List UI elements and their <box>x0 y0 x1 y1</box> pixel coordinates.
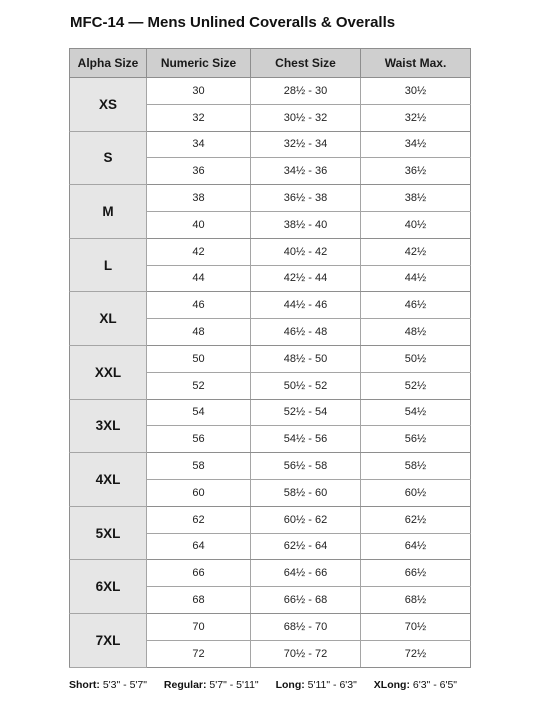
chest-size-cell: 68½ - 70 <box>251 613 361 640</box>
table-header-row <box>70 49 471 78</box>
alpha-size-cell: M <box>70 185 147 239</box>
header-alpha-size: Alpha Size <box>70 49 147 78</box>
waist-max-cell: 72½ <box>361 640 471 667</box>
alpha-size-cell: 3XL <box>70 399 147 453</box>
chest-size-cell: 50½ - 52 <box>251 372 361 399</box>
waist-max-cell: 38½ <box>361 185 471 212</box>
numeric-size-cell: 50 <box>147 345 251 372</box>
numeric-size-cell: 38 <box>147 185 251 212</box>
numeric-size-cell: 36 <box>147 158 251 185</box>
numeric-size-cell: 56 <box>147 426 251 453</box>
table-row <box>70 292 471 319</box>
chest-size-cell: 44½ - 46 <box>251 292 361 319</box>
numeric-size-cell: 62 <box>147 506 251 533</box>
chest-size-cell: 34½ - 36 <box>251 158 361 185</box>
chest-size-cell: 54½ - 56 <box>251 426 361 453</box>
table-row <box>70 238 471 265</box>
alpha-size-cell: 4XL <box>70 453 147 507</box>
waist-max-cell: 36½ <box>361 158 471 185</box>
chest-size-cell: 40½ - 42 <box>251 238 361 265</box>
legend-value: 6'3" - 6'5" <box>409 679 458 691</box>
legend-label: XLong: <box>373 679 410 691</box>
legend-long <box>276 679 357 691</box>
numeric-size-cell: 30 <box>147 78 251 105</box>
legend-regular <box>164 679 259 691</box>
waist-max-cell: 46½ <box>361 292 471 319</box>
header-chest-size: Chest Size <box>251 49 361 78</box>
alpha-size-cell: XXL <box>70 345 147 399</box>
numeric-size-cell: 66 <box>147 560 251 587</box>
chest-size-cell: 30½ - 32 <box>251 104 361 131</box>
table-row <box>70 399 471 426</box>
alpha-size-cell: XL <box>70 292 147 346</box>
legend-label: Short: <box>69 679 100 691</box>
alpha-size-cell: XS <box>70 78 147 132</box>
waist-max-cell: 60½ <box>361 479 471 506</box>
chest-size-cell: 58½ - 60 <box>251 479 361 506</box>
waist-max-cell: 64½ <box>361 533 471 560</box>
alpha-size-cell: 6XL <box>70 560 147 614</box>
chest-size-cell: 56½ - 58 <box>251 453 361 480</box>
numeric-size-cell: 32 <box>147 104 251 131</box>
table-row <box>70 185 471 212</box>
table-row <box>70 453 471 480</box>
waist-max-cell: 48½ <box>361 319 471 346</box>
chest-size-cell: 66½ - 68 <box>251 587 361 614</box>
numeric-size-cell: 46 <box>147 292 251 319</box>
waist-max-cell: 52½ <box>361 372 471 399</box>
numeric-size-cell: 42 <box>147 238 251 265</box>
alpha-size-cell: 7XL <box>70 613 147 667</box>
numeric-size-cell: 72 <box>147 640 251 667</box>
alpha-size-cell: L <box>70 238 147 292</box>
numeric-size-cell: 54 <box>147 399 251 426</box>
chest-size-cell: 64½ - 66 <box>251 560 361 587</box>
chest-size-cell: 28½ - 30 <box>251 78 361 105</box>
waist-max-cell: 50½ <box>361 345 471 372</box>
waist-max-cell: 30½ <box>361 78 471 105</box>
table-row <box>70 345 471 372</box>
waist-max-cell: 66½ <box>361 560 471 587</box>
chest-size-cell: 60½ - 62 <box>251 506 361 533</box>
waist-max-cell: 32½ <box>361 104 471 131</box>
waist-max-cell: 34½ <box>361 131 471 158</box>
numeric-size-cell: 64 <box>147 533 251 560</box>
waist-max-cell: 42½ <box>361 238 471 265</box>
waist-max-cell: 56½ <box>361 426 471 453</box>
numeric-size-cell: 44 <box>147 265 251 292</box>
legend-value: 5'7" - 5'11" <box>206 679 259 691</box>
waist-max-cell: 58½ <box>361 453 471 480</box>
table-row <box>70 78 471 105</box>
legend-value: 5'3" - 5'7" <box>99 679 147 691</box>
table-row <box>70 560 471 587</box>
legend-label: Regular: <box>163 679 207 691</box>
size-chart-table <box>69 48 471 668</box>
waist-max-cell: 70½ <box>361 613 471 640</box>
numeric-size-cell: 68 <box>147 587 251 614</box>
waist-max-cell: 40½ <box>361 211 471 238</box>
waist-max-cell: 68½ <box>361 587 471 614</box>
waist-max-cell: 54½ <box>361 399 471 426</box>
legend-xlong <box>374 679 457 691</box>
numeric-size-cell: 52 <box>147 372 251 399</box>
alpha-size-cell: 5XL <box>70 506 147 560</box>
chest-size-cell: 36½ - 38 <box>251 185 361 212</box>
numeric-size-cell: 58 <box>147 453 251 480</box>
chest-size-cell: 48½ - 50 <box>251 345 361 372</box>
numeric-size-cell: 40 <box>147 211 251 238</box>
header-waist-max: Waist Max. <box>361 49 471 78</box>
chest-size-cell: 52½ - 54 <box>251 399 361 426</box>
chest-size-cell: 62½ - 64 <box>251 533 361 560</box>
length-legend <box>69 679 509 691</box>
numeric-size-cell: 48 <box>147 319 251 346</box>
numeric-size-cell: 70 <box>147 613 251 640</box>
numeric-size-cell: 60 <box>147 479 251 506</box>
legend-value: 5'11" - 6'3" <box>304 679 357 691</box>
header-numeric-size: Numeric Size <box>147 49 251 78</box>
waist-max-cell: 44½ <box>361 265 471 292</box>
chest-size-cell: 32½ - 34 <box>251 131 361 158</box>
waist-max-cell: 62½ <box>361 506 471 533</box>
chest-size-cell: 38½ - 40 <box>251 211 361 238</box>
chest-size-cell: 46½ - 48 <box>251 319 361 346</box>
table-row <box>70 506 471 533</box>
alpha-size-cell: S <box>70 131 147 185</box>
chest-size-cell: 70½ - 72 <box>251 640 361 667</box>
table-row <box>70 613 471 640</box>
page-title: MFC-14 — Mens Unlined Coveralls & Overalls <box>70 14 396 31</box>
size-table-body <box>70 78 471 668</box>
table-row <box>70 131 471 158</box>
legend-short <box>69 679 147 691</box>
legend-label: Long: <box>275 679 305 691</box>
numeric-size-cell: 34 <box>147 131 251 158</box>
chest-size-cell: 42½ - 44 <box>251 265 361 292</box>
